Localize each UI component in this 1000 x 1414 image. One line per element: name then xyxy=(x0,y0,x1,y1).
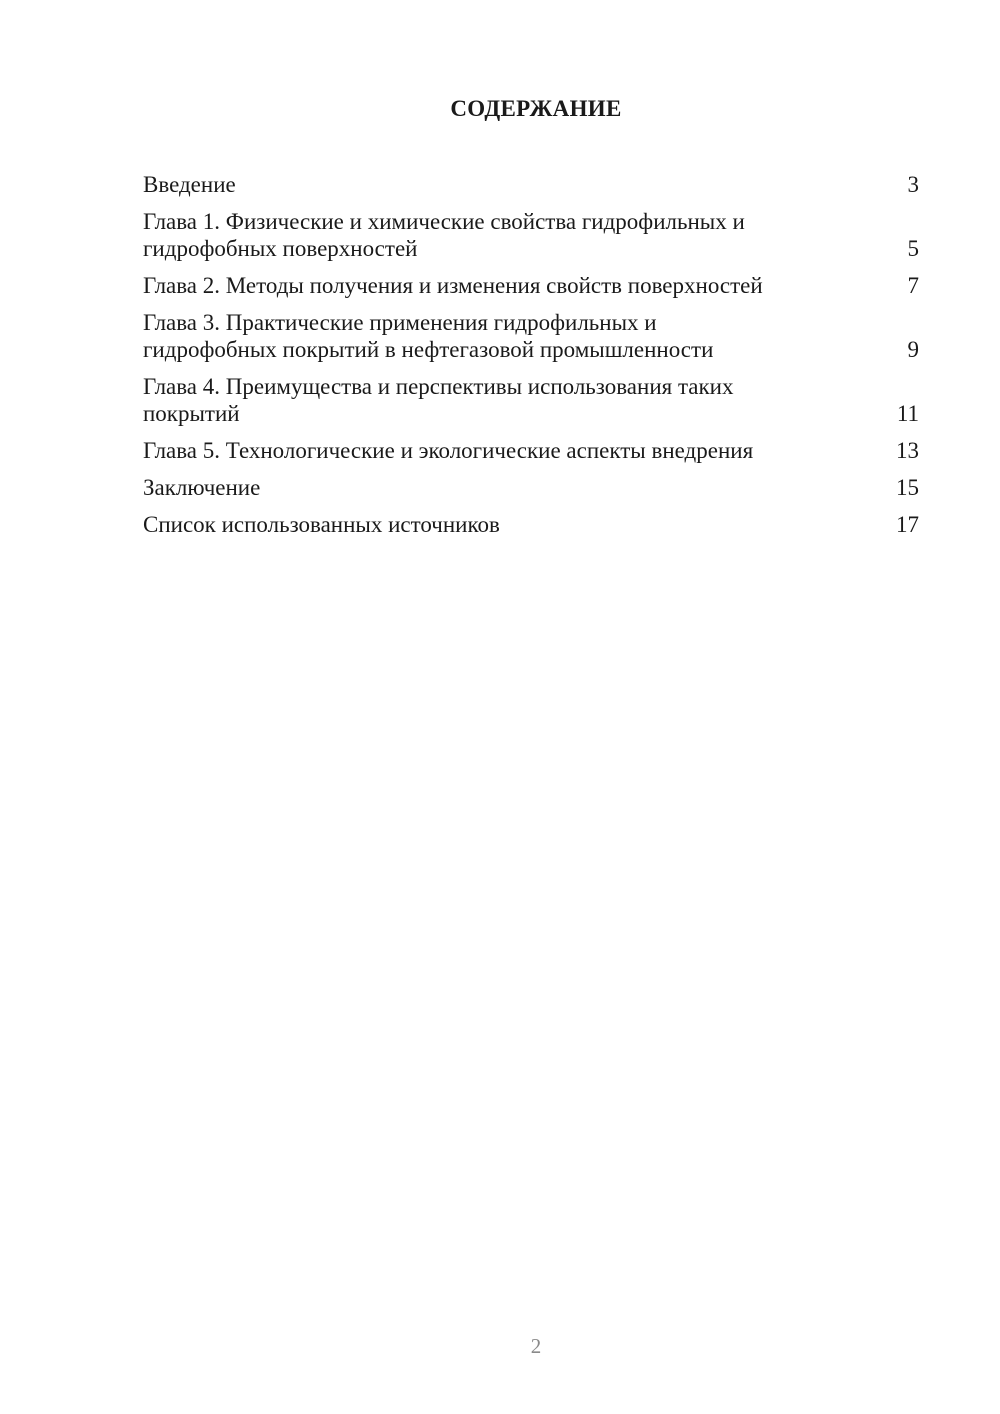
toc-entry-page: 17 xyxy=(896,512,919,537)
toc-entry-page: 9 xyxy=(907,337,919,362)
toc-entry-page: 3 xyxy=(907,172,919,197)
toc-entry-chapter-5 xyxy=(143,437,919,464)
toc-entry-introduction xyxy=(143,171,919,198)
toc-entry-conclusion xyxy=(143,474,919,501)
toc-entry-page: 11 xyxy=(896,401,919,426)
toc-entry-text: Глава 4. Преимущества и перспективы использования таких покрытий xyxy=(143,374,734,426)
toc-entry-references xyxy=(143,511,919,538)
toc-entry-chapter-3 xyxy=(143,309,919,363)
toc-entry-text: Глава 5. Технологические и экологические аспекты внедрения xyxy=(143,438,754,463)
toc-entry-chapter-1 xyxy=(143,208,919,262)
toc-entry-text: Список использованных источников xyxy=(143,512,500,537)
toc-entry-text: Глава 3. Практические применения гидрофильных и гидрофобных покрытий в нефтегазовой промышленности xyxy=(143,310,714,362)
toc-entry-page: 7 xyxy=(907,273,919,298)
toc-entry-text: Глава 2. Методы получения и изменения свойств поверхностей xyxy=(143,273,763,298)
page-title: СОДЕРЖАНИЕ xyxy=(450,96,622,121)
toc-entry-chapter-4 xyxy=(143,373,919,427)
toc-entry-page: 13 xyxy=(896,438,919,463)
toc-entry-text: Глава 1. Физические и химические свойства гидрофильных и гидрофобных поверхностей xyxy=(143,209,745,261)
page-number: 2 xyxy=(530,1334,542,1358)
toc-entry-page: 5 xyxy=(907,236,919,261)
toc-entry-text: Заключение xyxy=(143,475,261,500)
table-of-contents xyxy=(143,171,919,548)
toc-entry-text: Введение xyxy=(143,172,236,197)
toc-entry-page: 15 xyxy=(896,475,919,500)
toc-entry-chapter-2 xyxy=(143,272,919,299)
